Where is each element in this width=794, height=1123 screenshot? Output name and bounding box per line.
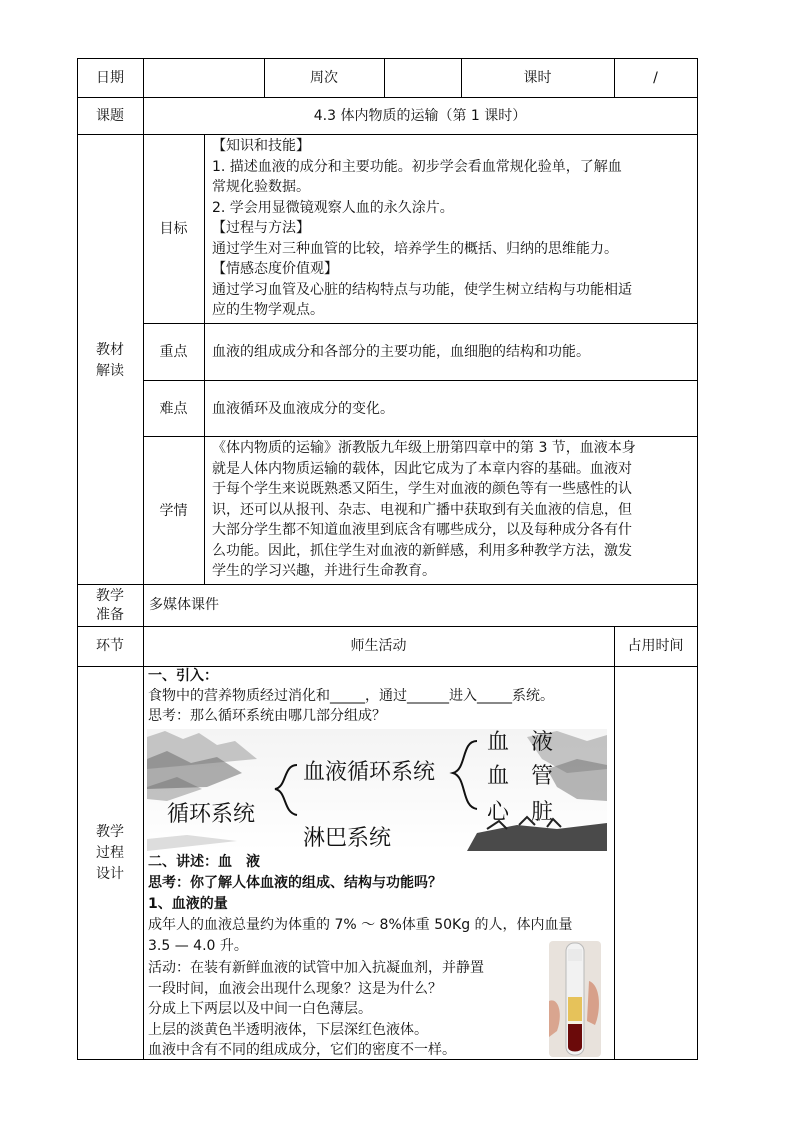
key-point-label: 重点 (159, 344, 188, 360)
process-label-3: 设计 (96, 866, 124, 882)
process-label-1: 教学 (96, 824, 124, 840)
intro-line-1: 食物中的营养物质经过消化和_____，通过______进入_____系统。 (148, 688, 554, 704)
student-situation-text: 《体内物质的运输》浙教版九年级上册第四章中的第 3 节，血液本身 就是人体内物质运输的载体，因此它成为了本章内容的基础。血液对 于每个学生来说既熟悉又陌生，学生对血液的颜色等有一些感性的认 识，还可以从报刊、杂志、电视和广播中获取到有关血液的信息，但 大部分学生都不知道血液里到底含有哪些成分，以及每种成分各有什 么功能。因此，抓住学生对血液的新鲜感，利用多种教学方法，激发 学生的学习兴趣，并进行生命教育。 (212, 440, 636, 579)
diagram-root: 循环系统 (167, 802, 256, 827)
difficulty-label: 难点 (159, 401, 188, 417)
test-tube-image (549, 941, 601, 1057)
diagram-leaf-heart: 心 脏 (487, 800, 554, 825)
time-header: 占用时间 (627, 638, 684, 654)
activity-line-1: 活动：在装有新鲜血液的试管中加入抗凝血剂，并静置 (148, 960, 484, 976)
diagram-branch-blood-circulation: 血液循环系统 (303, 760, 436, 785)
sub1-line-1: 成年人的血液总量约为体重的 7% ～ 8%体重 50Kg 的人，体内血量 (148, 917, 573, 933)
result-line-1: 分成上下两层以及中间一白色薄层。 (148, 1001, 372, 1017)
student-situation-label: 学情 (159, 503, 188, 519)
prep-text: 多媒体课件 (149, 597, 219, 613)
diagram-leaf-vessel: 血 管 (487, 764, 554, 789)
prep-label-2: 准备 (96, 607, 124, 623)
circulatory-system-diagram (147, 729, 607, 851)
period-label: 课时 (523, 70, 552, 86)
process-label-2: 过程 (96, 845, 124, 861)
lecture-heading: 二、讲述：血 液 (148, 854, 260, 870)
intro-line-2: 思考：那么循环系统由哪几部分组成？ (148, 708, 386, 724)
lecture-question: 思考：你了解人体血液的组成、结构与功能吗？ (148, 875, 442, 891)
topic-label: 课题 (96, 108, 124, 124)
diagram-leaf-blood: 血 液 (487, 730, 554, 755)
goals-text: 【知识和技能】 1. 描述血液的成分和主要功能。初步学会看血常规化验单，了解血 常规化验数据。 2. 学会用显微镜观察人血的永久涂片。 【过程与方法】 通过学生对三种血管的比较，培养学生的概括、归纳的思维能力。 【情感态度价值观】 通过学习血管及心脏的结构特点与功能，使学生树立结构与功能相适 应的生物学观点。 (212, 138, 632, 318)
prep-label-1: 教学 (96, 588, 124, 604)
result-line-3: 血液中含有不同的组成成分，它们的密度不一样。 (148, 1042, 456, 1058)
material-label-2: 解读 (96, 363, 124, 379)
difficulty-text: 血液循环及血液成分的变化。 (212, 401, 394, 417)
intro-heading: 一、引入： (148, 668, 218, 684)
sub1-heading: 1、血液的量 (148, 896, 228, 912)
week-label: 周次 (310, 70, 338, 86)
sub1-line-2: 3.5 — 4.0 升。 (148, 938, 248, 954)
date-label: 日期 (96, 70, 124, 86)
material-label-1: 教材 (96, 342, 124, 358)
topic-title: 4.3 体内物质的运输（第 1 课时） (313, 108, 527, 124)
activity-line-2: 一段时间，血液会出现什么现象？这是为什么？ (148, 981, 442, 997)
goals-label: 目标 (159, 221, 188, 237)
key-point-text: 血液的组成成分和各部分的主要功能，血细胞的结构和功能。 (212, 344, 590, 360)
activity-header: 师生活动 (350, 638, 407, 654)
result-line-2: 上层的淡黄色半透明液体，下层深红色液体。 (148, 1022, 428, 1038)
blood-test-tube-photo (549, 941, 601, 1057)
diagram-branch-lymph: 淋巴系统 (303, 826, 392, 851)
stage-header: 环节 (96, 638, 124, 654)
period-slash: / (653, 70, 658, 86)
